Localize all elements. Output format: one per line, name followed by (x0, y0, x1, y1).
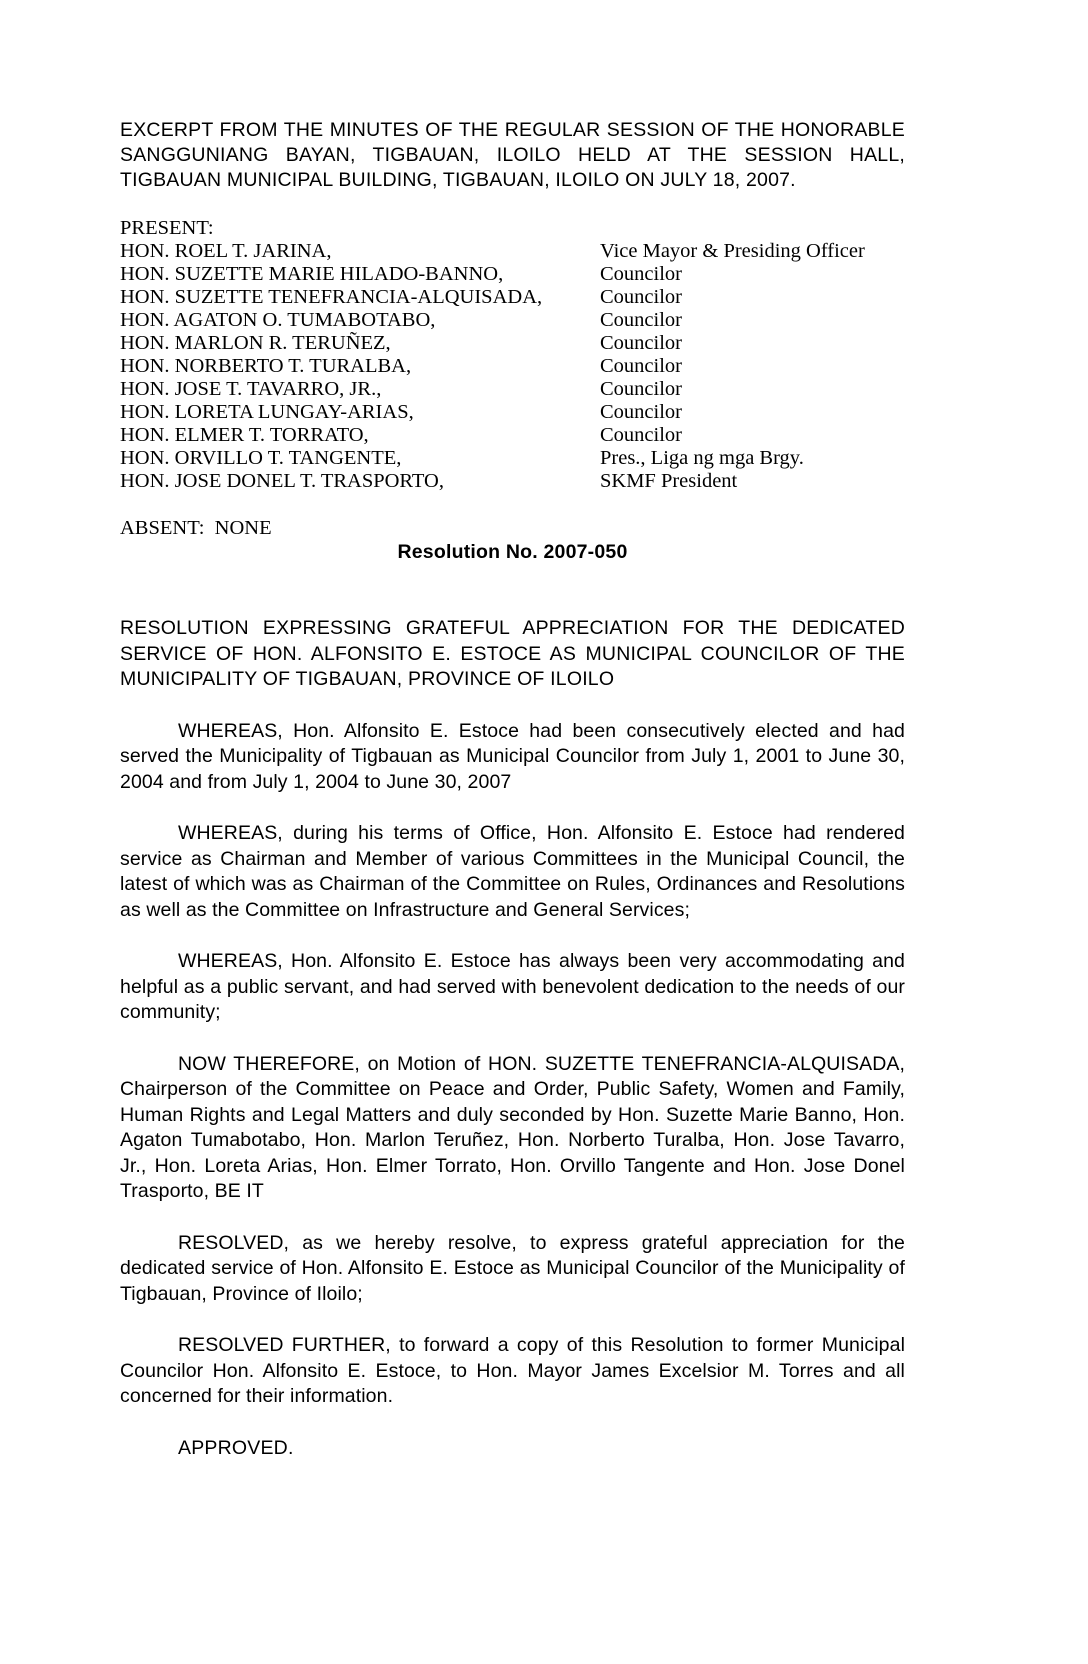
resolution-paragraph: WHEREAS, Hon. Alfonsito E. Estoce has always been very accommodating and helpful as a public servant, and had served with benevolent dedication to the needs of our community; (120, 950, 905, 1023)
attendee-row (120, 447, 905, 470)
attendee-title: Councilor (600, 263, 682, 285)
absent-line: ABSENT: NONE (120, 517, 272, 539)
resolution-paragraphs (120, 719, 905, 1410)
attendee-name: HON. AGATON O. TUMABOTABO, (120, 309, 436, 331)
attendee-title: Councilor (600, 309, 682, 331)
resolution-title: RESOLUTION EXPRESSING GRATEFUL APPRECIATION FOR THE DEDICATED SERVICE OF HON. ALFONSITO E. ESTOCE AS MUNICIPAL COUNCILOR OF THE MUNICIPALITY OF TIGBAUAN, PROVINCE OF ILOILO (120, 617, 905, 690)
attendee-title: Councilor (600, 378, 682, 400)
attendee-name: HON. ROEL T. JARINA, (120, 240, 332, 262)
attendee-row (120, 240, 905, 263)
attendee-row (120, 378, 905, 401)
resolution-paragraph: WHEREAS, during his terms of Office, Hon. Alfonsito E. Estoce had rendered service as Chairman and Member of various Committees in the Municipal Council, the latest of which was as Chairman of the Committee on Rules, Ordinances and Resolutions as well as the Committee on Infrastructure and General Services; (120, 822, 905, 921)
resolution-paragraph: RESOLVED FURTHER, to forward a copy of this Resolution to former Municipal Councilor Hon. Alfonsito E. Estoce, to Hon. Mayor James Excelsior M. Torres and all concerned for their information. (120, 1334, 905, 1407)
attendee-title: Pres., Liga ng mga Brgy. (600, 447, 804, 469)
attendee-row (120, 332, 905, 355)
attendee-name: HON. ORVILLO T. TANGENTE, (120, 447, 402, 469)
resolution-paragraph: RESOLVED, as we hereby resolve, to express grateful appreciation for the dedicated service of Hon. Alfonsito E. Estoce as Municipal Councilor of the Municipality of Tigbauan, Province of Iloilo; (120, 1231, 905, 1305)
attendance-block (120, 217, 905, 493)
present-label: PRESENT: (120, 217, 214, 239)
attendee-row (120, 424, 905, 447)
attendee-row (120, 401, 905, 424)
attendee-name: HON. ELMER T. TORRATO, (120, 424, 369, 446)
attendee-title: Vice Mayor & Presiding Officer (600, 240, 865, 262)
attendee-row (120, 309, 905, 332)
attendee-title: Councilor (600, 401, 682, 423)
attendee-row (120, 470, 905, 493)
attendee-name: HON. MARLON R. TERUÑEZ, (120, 332, 391, 354)
attendee-title: Councilor (600, 424, 682, 446)
attendee-title: SKMF President (600, 470, 738, 492)
attendee-row (120, 355, 905, 378)
attendee-title: Councilor (600, 286, 682, 308)
attendee-name: HON. NORBERTO T. TURALBA, (120, 355, 412, 377)
attendee-title: Councilor (600, 332, 682, 354)
resolution-number-heading: Resolution No. 2007-050 (397, 541, 628, 563)
attendee-name: HON. JOSE DONEL T. TRASPORTO, (120, 470, 444, 492)
resolution-paragraph: WHEREAS, Hon. Alfonsito E. Estoce had been consecutively elected and had served the Municipality of Tigbauan as Municipal Councilor from July 1, 2001 to June 30, 2004 and from July 1, 2004 to June 30, 2007 (120, 719, 905, 793)
attendee-name: HON. JOSE T. TAVARRO, JR., (120, 378, 382, 400)
attendees-list (120, 240, 905, 493)
attendee-name: HON. SUZETTE TENEFRANCIA-ALQUISADA, (120, 286, 543, 308)
attendee-name: HON. SUZETTE MARIE HILADO-BANNO, (120, 263, 504, 285)
attendee-row (120, 263, 905, 286)
attendee-row (120, 286, 905, 309)
resolution-paragraph: NOW THEREFORE, on Motion of HON. SUZETTE TENEFRANCIA-ALQUISADA, Chairperson of the Committee on Peace and Order, Public Safety, Women and Family, Human Rights and Legal Matters and duly seconded by Hon. Suzette Marie Banno, Hon. Agaton Tumabotabo, Hon. Marlon Teruñez, Hon. Norberto Turalba, Hon. Jose Tavarro, Jr., Hon. Loreta Arias, Hon. Elmer Torrato, Hon. Orvillo Tangente and Hon. Jose Donel Trasporto, BE IT (120, 1052, 905, 1202)
attendee-name: HON. LORETA LUNGAY-ARIAS, (120, 401, 414, 423)
attendee-title: Councilor (600, 355, 682, 377)
approved-line: APPROVED. (178, 1436, 294, 1459)
minutes-excerpt-header: EXCERPT FROM THE MINUTES OF THE REGULAR SESSION OF THE HONORABLE SANGGUNIANG BAYAN, TIGBAUAN, ILOILO HELD AT THE SESSION HALL, TIGBAUAN MUNICIPAL BUILDING, TIGBAUAN, ILOILO ON JULY 18, 2007. (120, 119, 905, 191)
